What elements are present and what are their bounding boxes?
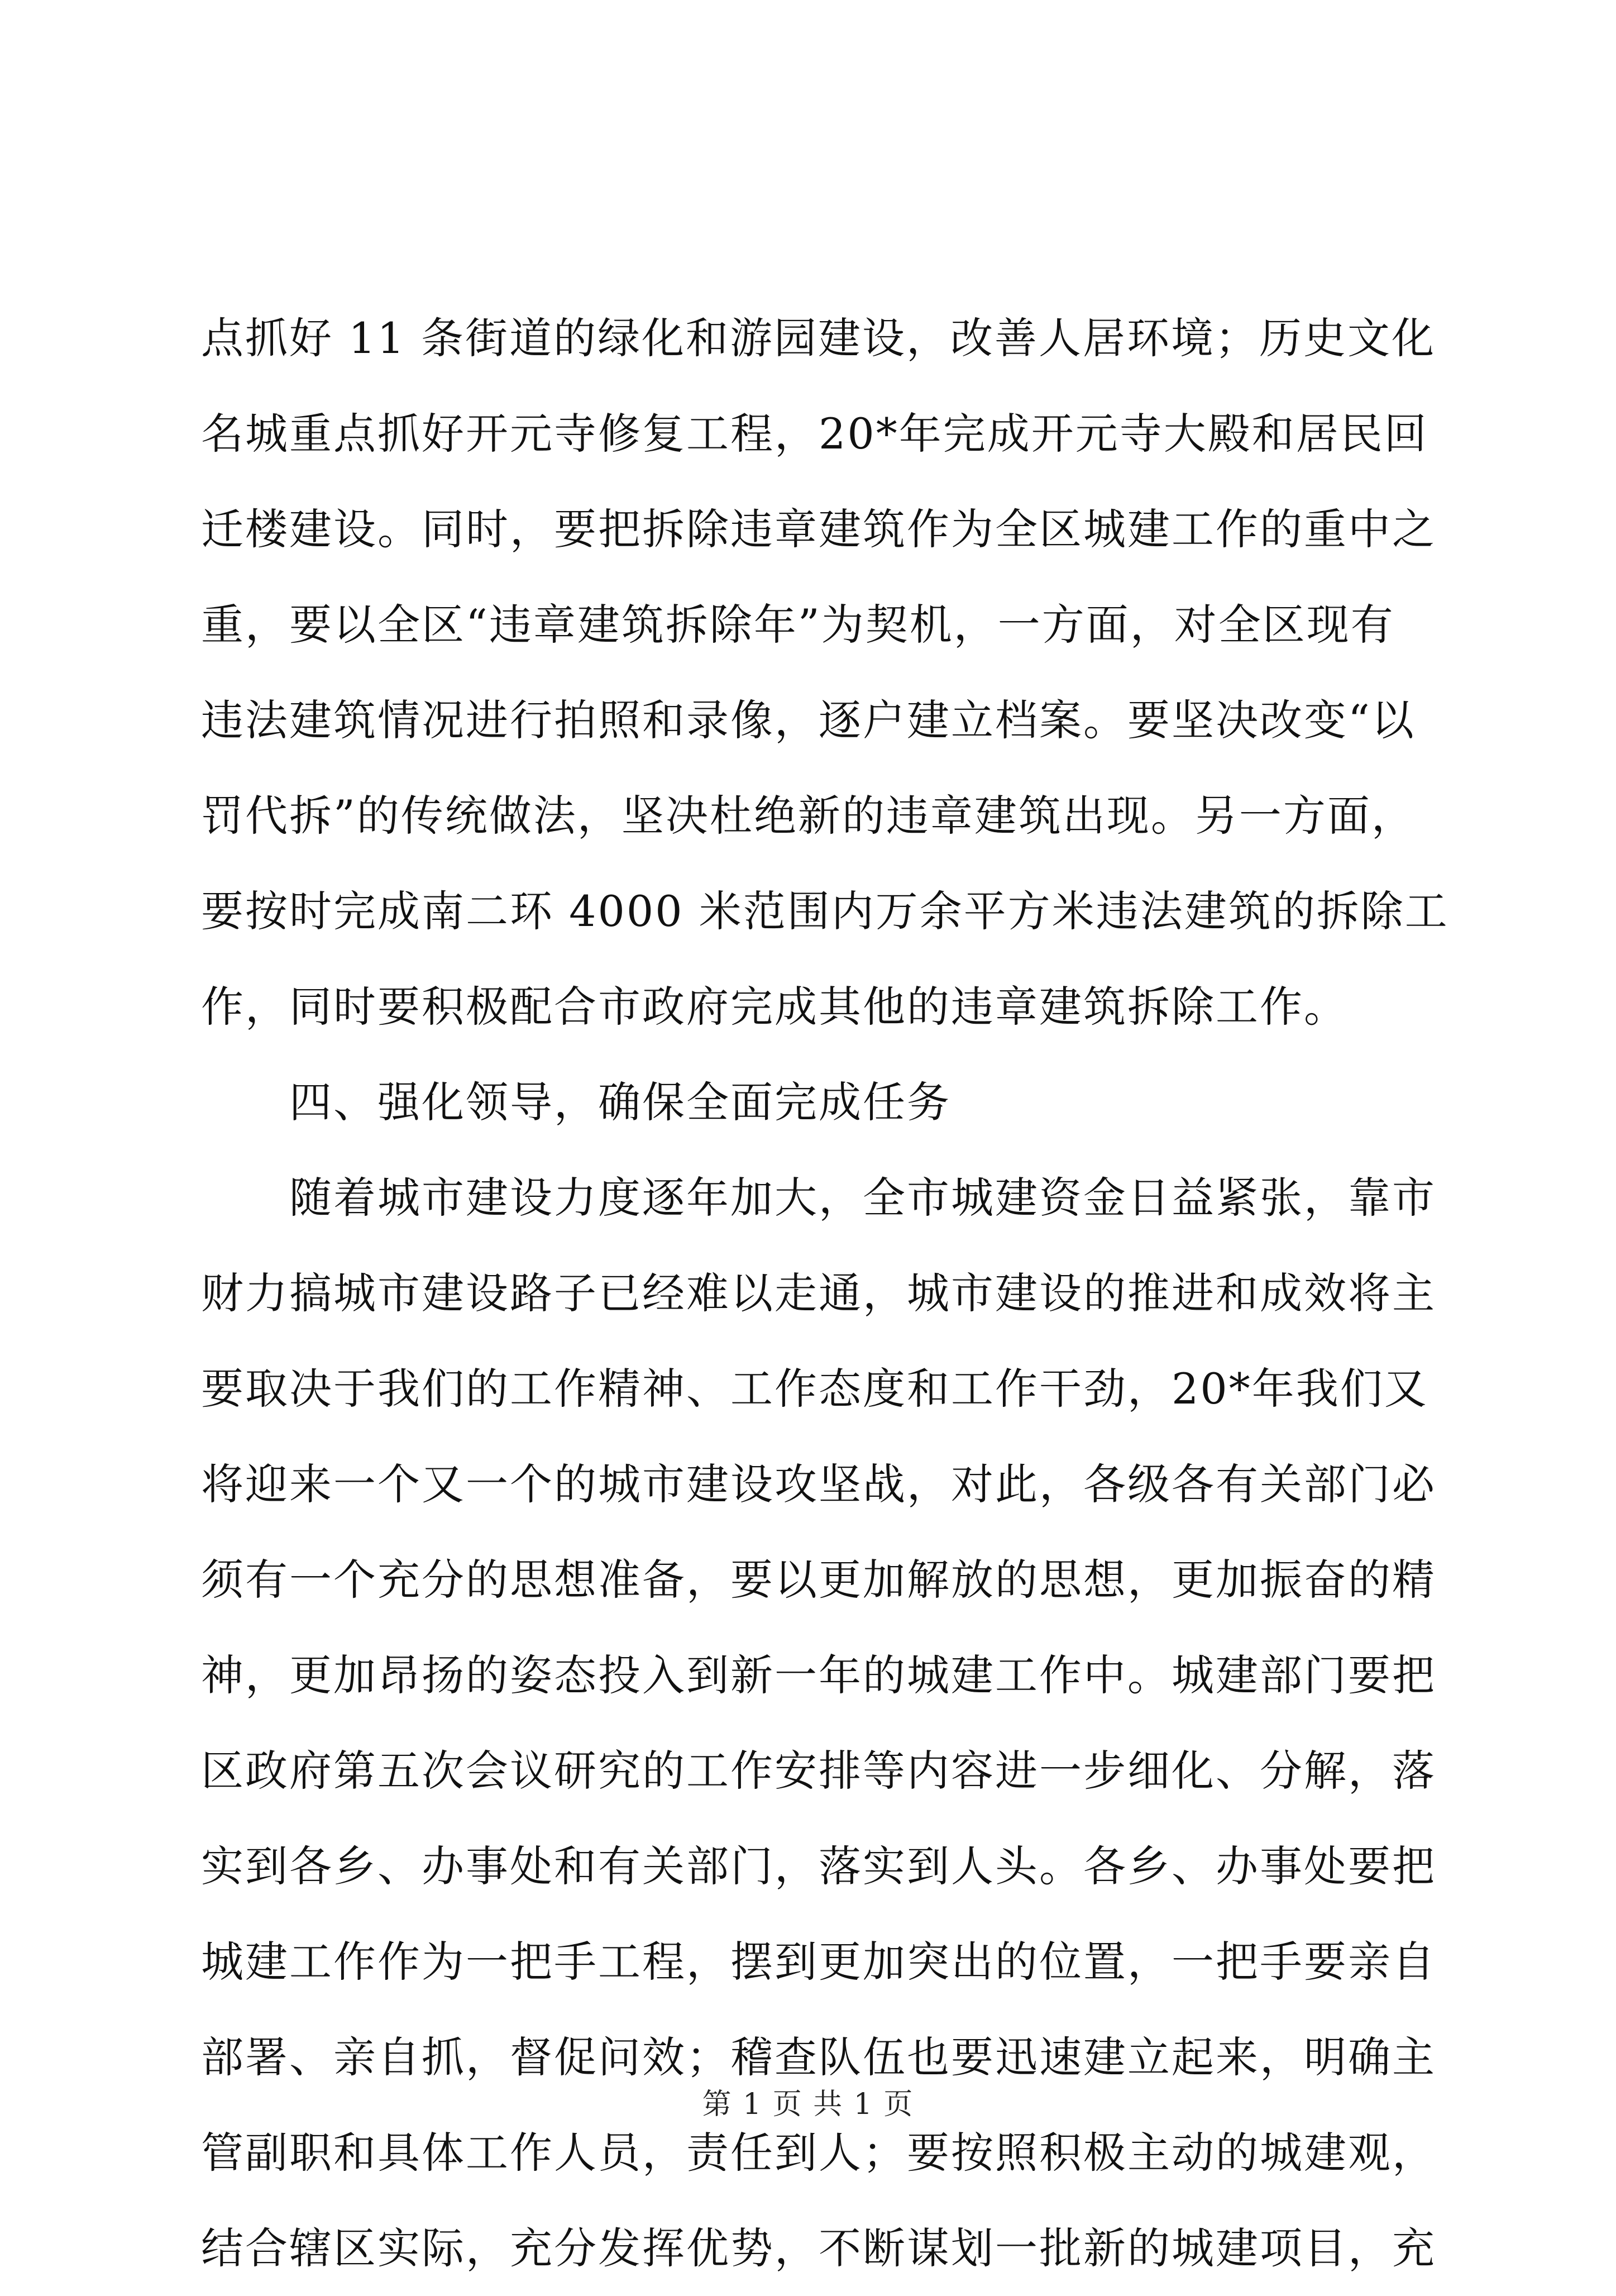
- text-line: 将迎来一个又一个的城市建设攻坚战，对此，各级各有关部门必: [201, 1459, 1436, 1509]
- section-heading: 四、强化领导，确保全面完成任务: [201, 1077, 951, 1127]
- text-line: 重，要以全区“违章建筑拆除年”为契机，一方面，对全区现有: [201, 600, 1395, 650]
- text-line: 区政府第五次会议研究的工作安排等内容进一步细化、分解，落: [201, 1746, 1436, 1796]
- text-line: 实到各乡、办事处和有关部门，落实到人头。各乡、办事处要把: [201, 1841, 1436, 1891]
- text-line: 罚代拆”的传统做法，坚决杜绝新的违章建筑出现。另一方面，: [201, 791, 1416, 841]
- text-line: 名城重点抓好开元寺修复工程，20*年完成开元寺大殿和居民回: [201, 409, 1428, 459]
- text-line: 须有一个充分的思想准备，要以更加解放的思想，更加振奋的精: [201, 1555, 1436, 1605]
- text-line: 神，更加昂扬的姿态投入到新一年的城建工作中。城建部门要把: [201, 1650, 1436, 1700]
- text-line: 迁楼建设。同时，要把拆除违章建筑作为全区城建工作的重中之: [201, 504, 1436, 554]
- text-line: 作，同时要积极配合市政府完成其他的违章建筑拆除工作。: [201, 982, 1348, 1032]
- text-line: 结合辖区实际，充分发挥优势，不断谋划一批新的城建项目，充: [201, 2223, 1436, 2273]
- text-line: 随着城市建设力度逐年加大，全市城建资金日益紧张，靠市: [201, 1173, 1436, 1223]
- text-line: 管副职和具体工作人员，责任到人；要按照积极主动的城建观，: [201, 2128, 1436, 2178]
- document-body: [201, 290, 1449, 2296]
- text-line: 城建工作作为一把手工程，摆到更加突出的位置，一把手要亲自: [201, 1937, 1436, 1987]
- text-line: 财力搞城市建设路子已经难以走通，城市建设的推进和成效将主: [201, 1268, 1436, 1318]
- text-line: 违法建筑情况进行拍照和录像，逐户建立档案。要坚决改变“以: [201, 695, 1416, 745]
- text-line: 要按时完成南二环 4000 米范围内万余平方米违法建筑的拆除工: [201, 886, 1449, 936]
- text-line: 部署、亲自抓，督促问效；稽查队伍也要迅速建立起来，明确主: [201, 2032, 1436, 2082]
- text-line: 要取决于我们的工作精神、工作态度和工作干劲，20*年我们又: [201, 1364, 1428, 1414]
- page-footer: 第 1 页 共 1 页: [702, 2088, 914, 2121]
- text-line: 点抓好 11 条街道的绿化和游园建设，改善人居环境；历史文化: [201, 313, 1436, 363]
